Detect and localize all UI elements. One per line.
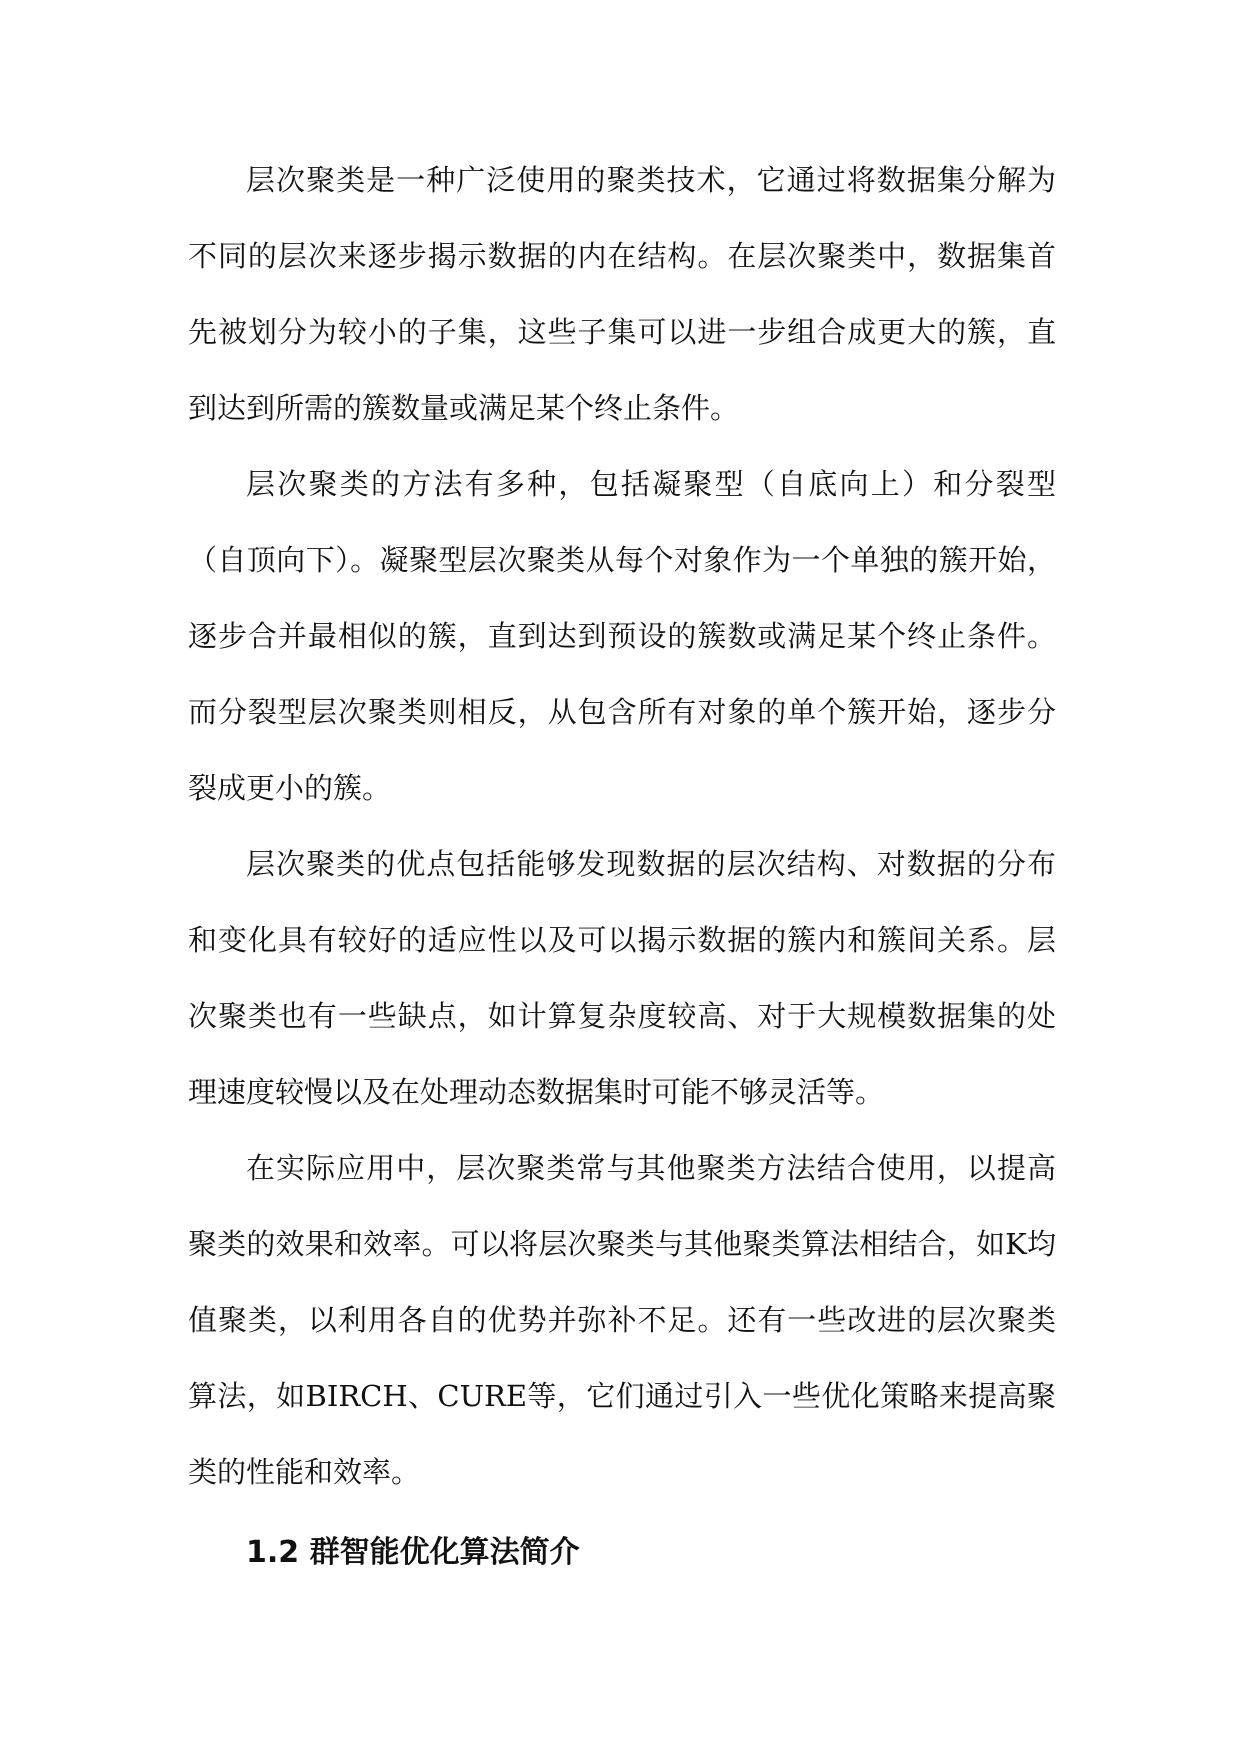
paragraph-clustering-methods: 层次聚类的方法有多种，包括凝聚型（自底向上）和分裂型（自顶向下）。凝聚型层次聚类从每个对象作为一个单独的簇开始，逐步合并最相似的簇，直到达到预设的簇数或满足某个终止条件。而分裂型层次聚类则相反，从包含所有对象的单个簇开始，逐步分裂成更小的簇。 xyxy=(188,467,1056,805)
paragraph-hierarchical-clustering-intro: 层次聚类是一种广泛使用的聚类技术，它通过将数据集分解为不同的层次来逐步揭示数据的内在结构。在层次聚类中，数据集首先被划分为较小的子集，这些子集可以进一步组合成更大的簇，直到达到所需的簇数量或满足某个终止条件。 xyxy=(188,163,1056,425)
paragraph-pros-and-cons: 层次聚类的优点包括能够发现数据的层次结构、对数据的分布和变化具有较好的适应性以及可以揭示数据的簇内和簇间关系。层次聚类也有一些缺点，如计算复杂度较高、对于大规模数据集的处理速度较慢以及在处理动态数据集时可能不够灵活等。 xyxy=(188,847,1056,1109)
section-heading: 1.2 群智能优化算法简介 xyxy=(246,1535,580,1570)
document-body xyxy=(188,142,1056,1510)
paragraph-practical-applications: 在实际应用中，层次聚类常与其他聚类方法结合使用，以提高聚类的效果和效率。可以将层次聚类与其他聚类算法相结合，如K均值聚类，以利用各自的优势并弥补不足。还有一些改进的层次聚类算法，如BIRCH、CURE等，它们通过引入一些优化策略来提高聚类的性能和效率。 xyxy=(188,1151,1056,1489)
